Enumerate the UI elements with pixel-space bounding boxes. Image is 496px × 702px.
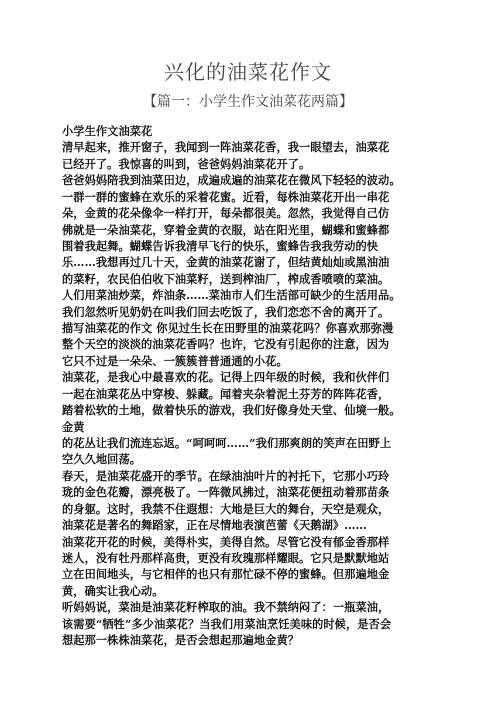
text-line: 油菜花，是我心中最喜欢的花。记得上四年级的时候，我和伙伴们: [62, 370, 390, 385]
document-title: 兴化的油菜花作文: [164, 60, 332, 84]
text-line: 佛就是一朵油菜花，穿着金黄的衣服，站在阳光里，蝴蝶和蜜蜂都: [62, 222, 390, 237]
text-line: 空久久地回荡。: [62, 452, 142, 467]
text-line: 迷人，没有牡丹那样高贵，更没有玫瑰那样耀眼。它只是默默地站: [62, 550, 390, 565]
text-line: 想起那一株株油菜花，是否会想起那遍地金黄？: [62, 633, 300, 648]
text-line: 一起在油菜花丛中穿梭、躲藏。闻着夹杂着泥土芬芳的阵阵花香，: [62, 386, 390, 401]
text-line: 的菜籽，农民伯伯收下油菜籽，送到榨油厂，榨成香喷喷的菜油。: [62, 271, 390, 286]
text-line: 的花丛让我们流连忘返。“呵呵呵……”我们那爽朗的笑声在田野上: [62, 436, 392, 451]
text-line: 踏着松软的土地，做着快乐的游戏，我们好像身处天堂、仙境一般。: [62, 403, 401, 418]
text-line: 小学生作文油菜花: [62, 124, 153, 138]
text-line: 朵，金黄的花朵像伞一样打开，每朵都很美。忽然，我觉得自己仿: [62, 206, 390, 221]
body-text: [62, 123, 450, 649]
text-line: 听妈妈说，菜油是油菜花籽榨取的油。我不禁纳闷了：一瓶菜油，: [62, 600, 390, 615]
text-line: 金黄: [62, 419, 85, 434]
text-line: 我们忽然听见奶奶在叫我们回去吃饭了，我们恋恋不舍的离开了。: [62, 304, 390, 319]
text-line: 黄，确实让我心动。: [62, 583, 164, 598]
text-line: 油菜花开花的时候，美得朴实，美得自然。尽管它没有郁金香那样: [62, 534, 390, 549]
text-line: 的身躯。这时，我禁不住遐想：大地是巨大的舞台，天空是观众，: [62, 501, 390, 516]
text-line: 春天，是油菜花盛开的季节。在绿油油叶片的衬托下，它那小巧玲: [62, 468, 390, 483]
text-line: 清早起来，推开窗子，我闻到一阵油菜花香，我一眼望去，油菜花: [62, 140, 390, 155]
text-line: 描写油菜花的作文 你见过生长在田野里的油菜花吗？你喜欢那弥漫: [62, 321, 394, 336]
text-line: 该需要“牺牲”多少油菜花？当我们用菜油烹饪美味的时候，是否会: [62, 616, 392, 631]
text-line: 人们用菜油炒菜，炸油条……菜油市人们生活部可缺少的生活用品。: [62, 288, 401, 303]
text-line: 一群一群的蜜蜂在欢乐的采着花蜜。近看，每株油菜花开出一串花: [62, 189, 390, 204]
text-line: 整个天空的淡淡的油菜花香吗？也许，它没有引起你的注意，因为: [62, 337, 390, 352]
text-line: 立在田间地头，与它相伴的也只有那忙碌不停的蜜蜂。但那遍地金: [62, 567, 390, 582]
section-heading: 【篇一：小学生作文油菜花两篇】: [143, 94, 353, 110]
text-line: 围着我起舞。蝴蝶告诉我清早飞行的快乐，蜜蜂告我我劳动的快: [62, 238, 379, 253]
text-line: 油菜花是著名的舞蹈家，正在尽情地表演芭蕾《天鹅湖》……: [62, 518, 367, 533]
text-line: 乐……我想再过几十天，金黄的油菜花谢了，但结黄灿灿或黑油油: [62, 255, 390, 270]
text-line: 已经开了。我惊喜的叫到，爸爸妈妈油菜花开了。: [62, 156, 311, 171]
text-line: 爸爸妈妈陪我到油菜田边，成遍成遍的油菜花在微风下轻轻的波动。: [62, 173, 401, 188]
text-line: 珑的金色花瓣，漂亮极了。一阵微风拂过，油菜花便扭动着那苗条: [62, 485, 390, 500]
text-line: 它只不过是一朵朵、一簇簇普普通通的小花。: [62, 353, 288, 368]
